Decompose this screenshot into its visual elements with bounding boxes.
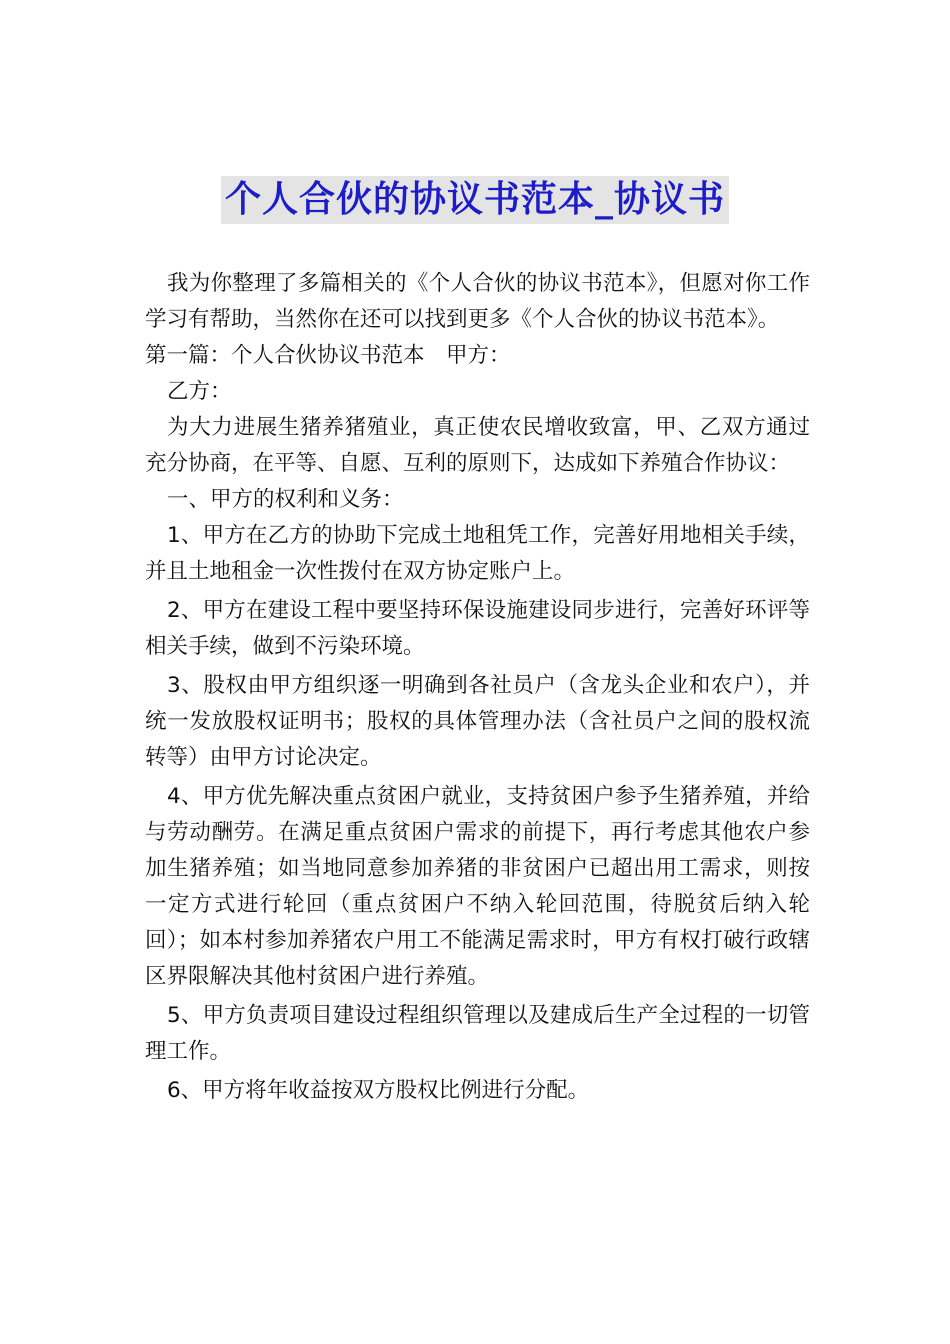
document-title: 个人合伙的协议书范本_协议书	[221, 176, 729, 224]
clause-item-4: 4、甲方优先解决重点贫困户就业，支持贫困户参予生猪养殖，并给与劳动酬劳。在满足重点贫困户需求的前提下，再行考虑其他农户参加生猪养殖；如当地同意参加养猪的非贫困户已超出用工需求，则按一定方式进行轮回（重点贫困户不纳入轮回范围，待脱贫后纳入轮回）；如本村参加养猪农户用工不能满足需求时，甲方有权打破行政辖区界限解决其他村贫困户进行养殖。	[145, 784, 810, 989]
clause-heading: 一、甲方的权利和义务：	[167, 487, 404, 512]
purpose-paragraph: 为大力进展生猪养猪殖业，真正使农民增收致富，甲、乙双方通过充分协商，在平等、自愿、互利的原则下，达成如下养殖合作协议：	[145, 415, 810, 476]
intro-paragraph: 我为你整理了多篇相关的《个人合伙的协议书范本》，但愿对你工作学习有帮助，当然你在还可以找到更多《个人合伙的协议书范本》。	[145, 271, 810, 332]
clause-item-3: 3、股权由甲方组织逐一明确到各社员户（含龙头企业和农户），并统一发放股权证明书；股权的具体管理办法（含社员户之间的股权流转等）由甲方讨论决定。	[145, 673, 810, 770]
title-block	[0, 176, 950, 224]
clause-item-2: 2、甲方在建设工程中要坚持环保设施建设同步进行，完善好环评等相关手续，做到不污染环境。	[145, 598, 810, 659]
clause-item-1: 1、甲方在乙方的协助下完成土地租凭工作，完善好用地相关手续，并且土地租金一次性拨付在双方协定账户上。	[145, 523, 810, 584]
section-heading: 第一篇：个人合伙协议书范本 甲方：	[145, 343, 511, 368]
document-body	[145, 266, 810, 1109]
party-b-line: 乙方：	[167, 379, 232, 404]
clause-item-5: 5、甲方负责项目建设过程组织管理以及建成后生产全过程的一切管理工作。	[145, 1003, 810, 1064]
clause-item-6: 6、甲方将年收益按双方股权比例进行分配。	[167, 1078, 590, 1103]
